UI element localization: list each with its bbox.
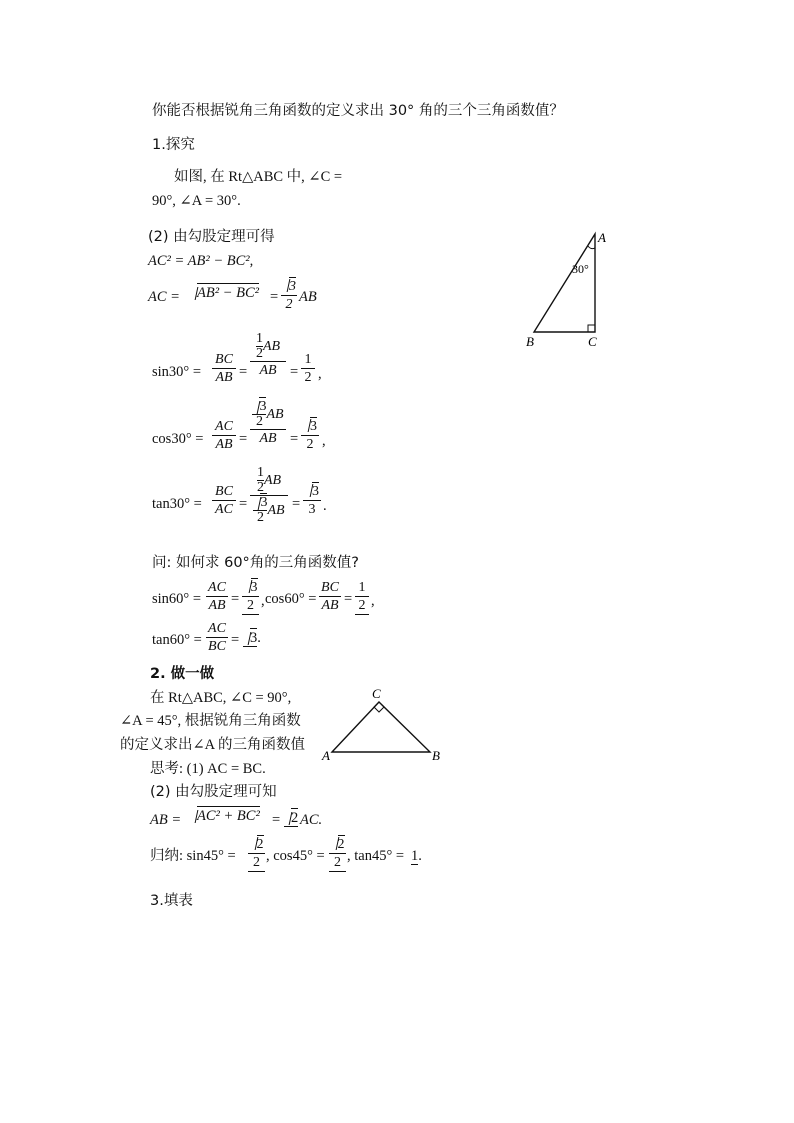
numerator: BC: [215, 352, 233, 367]
vertex-a: A: [598, 230, 606, 245]
right-angle-mark: [588, 325, 595, 332]
bottom-tail: AB: [267, 503, 285, 518]
tan60-ratio: [206, 620, 228, 655]
numerator: BC: [215, 484, 233, 499]
result-num: 1: [304, 352, 312, 367]
denominator: AB: [215, 370, 233, 385]
summary-cos45-result: [329, 836, 346, 872]
sec2-line-2: ∠A = 45°, 根据锐角三角函数: [120, 713, 301, 729]
denominator: AB: [208, 598, 226, 613]
result-den: 2: [306, 437, 314, 452]
question-text: 你能否根据锐角三角函数的定义求出 30° 角的三个三角函数值？: [152, 103, 564, 119]
vertex-a: A: [322, 748, 330, 763]
sin60-sep: ,: [261, 593, 265, 609]
cos30-ratio: [212, 418, 236, 453]
vertex-b: B: [432, 748, 440, 763]
bottom-den: 2: [256, 510, 264, 525]
ab-equation-tail: AC.: [300, 812, 323, 828]
cos60-ratio: [319, 579, 341, 614]
inner-tail: AB: [262, 339, 281, 354]
ac-equation-radical: [190, 286, 259, 301]
sec2-line-3: 的定义求出∠A 的三角函数值: [120, 737, 305, 753]
tan30-result: [303, 483, 321, 518]
tan60-lhs: tan60° =: [152, 632, 202, 648]
sin60-eq: =: [231, 591, 240, 607]
result-den: 2: [242, 597, 259, 615]
denominator: AB: [215, 437, 233, 452]
inner-den: 2: [255, 346, 263, 361]
den-2: 2: [285, 297, 293, 312]
top-tail: AB: [263, 473, 282, 488]
inner-den: 2: [255, 414, 263, 429]
inner-root: 3: [259, 399, 267, 414]
triangle-30-shape: [534, 234, 595, 332]
intro-line-2: 90°, ∠A = 30°.: [152, 193, 241, 209]
result-root: 3: [312, 484, 319, 499]
result-den: 2: [304, 370, 312, 385]
vertex-c: C: [588, 334, 597, 349]
den-2: 2: [248, 854, 265, 872]
cos30-result: [301, 418, 319, 453]
triangle-30-figure: [520, 226, 610, 351]
summary-sin45-result: [248, 836, 265, 872]
tan30-eq2: =: [292, 496, 301, 512]
sin60-result: [242, 579, 259, 615]
cos60-lhs: cos60° =: [265, 591, 317, 607]
tan60-result: [243, 631, 261, 647]
section-3-heading: 3.填表: [150, 893, 193, 909]
tan45-value: 1: [411, 848, 419, 864]
cos30-end: ,: [322, 433, 326, 449]
sin60-lhs: sin60° =: [152, 591, 202, 607]
result-root: 3: [250, 630, 258, 646]
step-2-label: (2) 由勾股定理可得: [148, 229, 275, 245]
cos60-eq: =: [344, 591, 353, 607]
ab-equation-left: AB =: [150, 812, 182, 828]
section-2-heading: 2. 做一做: [150, 666, 215, 682]
section-1-heading: 1.探究: [152, 137, 195, 153]
root-2: 2: [337, 837, 345, 852]
tan30-ratio: [212, 483, 236, 518]
tan60-eq: =: [231, 632, 240, 648]
tan30-compound-fraction: [250, 466, 288, 525]
q60-text: 问: 如何求 60°角的三角函数值?: [152, 555, 359, 571]
tan30-eq1: =: [239, 496, 248, 512]
ab-equation-root: [284, 811, 298, 827]
den-2: 2: [329, 854, 346, 872]
inner-num: 1: [255, 331, 263, 346]
angle-label: 30°: [572, 262, 589, 276]
cos30-lhs: cos30° =: [152, 431, 204, 447]
ab-equation-equals: =: [272, 812, 281, 828]
root-3: 3: [289, 279, 296, 294]
vertex-c: C: [372, 686, 381, 701]
summary-end: .: [418, 848, 422, 864]
cos30-compound-fraction: [250, 400, 286, 447]
ac-equation-equals: =: [270, 289, 279, 305]
bottom-root: 3: [260, 495, 268, 510]
result-den: 3: [308, 502, 316, 517]
ac-equation-left: AC =: [148, 289, 180, 305]
cos30-eq2: =: [290, 431, 299, 447]
sin30-lhs: sin30° =: [152, 364, 202, 380]
sqrt3-over-2-fraction: [281, 278, 297, 313]
sin30-eq1: =: [239, 364, 248, 380]
summary-tan45-value: [411, 849, 422, 864]
radicand: AC² + BC²: [197, 808, 260, 824]
sin30-end: ,: [318, 366, 322, 382]
outer-den: AB: [259, 431, 277, 446]
triangle-45-figure: [320, 684, 446, 764]
tan30-lhs: tan30° =: [152, 496, 202, 512]
root-2: 2: [291, 810, 299, 826]
ac-equation-tail: AB: [299, 289, 317, 305]
numerator: AC: [208, 580, 226, 595]
sin30-compound-fraction: [250, 332, 286, 379]
cos60-end: ,: [371, 593, 375, 609]
numerator: AC: [215, 419, 233, 434]
root-2: 2: [256, 837, 264, 852]
vertex-b: B: [526, 334, 534, 349]
think-text: 思考: (1) AC = BC.: [150, 761, 266, 777]
sec2-line-1: 在 Rt△ABC, ∠C = 90°,: [150, 690, 292, 706]
ac-squared-equation: AC² = AB² − BC²,: [148, 253, 254, 269]
top-num: 1: [256, 465, 264, 480]
top-den: 2: [256, 480, 264, 495]
inner-tail: AB: [266, 407, 284, 422]
summary-lhs: 归纳: sin45° =: [150, 848, 236, 864]
intro-line-1: 如图, 在 Rt△ABC 中, ∠C =: [174, 169, 343, 185]
sin60-ratio: [206, 579, 228, 614]
outer-den: AB: [259, 363, 277, 378]
sin30-eq2: =: [290, 364, 299, 380]
sin30-result: [301, 351, 315, 386]
denominator: AB: [321, 598, 339, 613]
tan60-end: .: [257, 630, 261, 646]
ab-equation-radical: [190, 809, 260, 824]
result-root: 3: [250, 580, 258, 595]
denominator: AC: [215, 502, 233, 517]
cos30-eq1: =: [239, 431, 248, 447]
numerator: BC: [321, 580, 339, 595]
denominator: BC: [208, 639, 226, 654]
right-angle-mark: [374, 702, 384, 712]
tan30-end: .: [323, 498, 327, 514]
result-root: 3: [310, 419, 317, 434]
radicand: AB² − BC²: [197, 285, 259, 301]
summary-tan45: , tan45° =: [347, 848, 405, 864]
sin30-ratio: [212, 351, 236, 386]
result-den: 2: [355, 597, 369, 615]
summary-cos45: , cos45° =: [266, 848, 325, 864]
numerator: AC: [208, 621, 226, 636]
angle-arc: [588, 246, 595, 249]
result-num: 1: [358, 580, 366, 595]
cos60-result: [355, 579, 369, 615]
step-2b-label: (2) 由勾股定理可知: [150, 784, 277, 800]
